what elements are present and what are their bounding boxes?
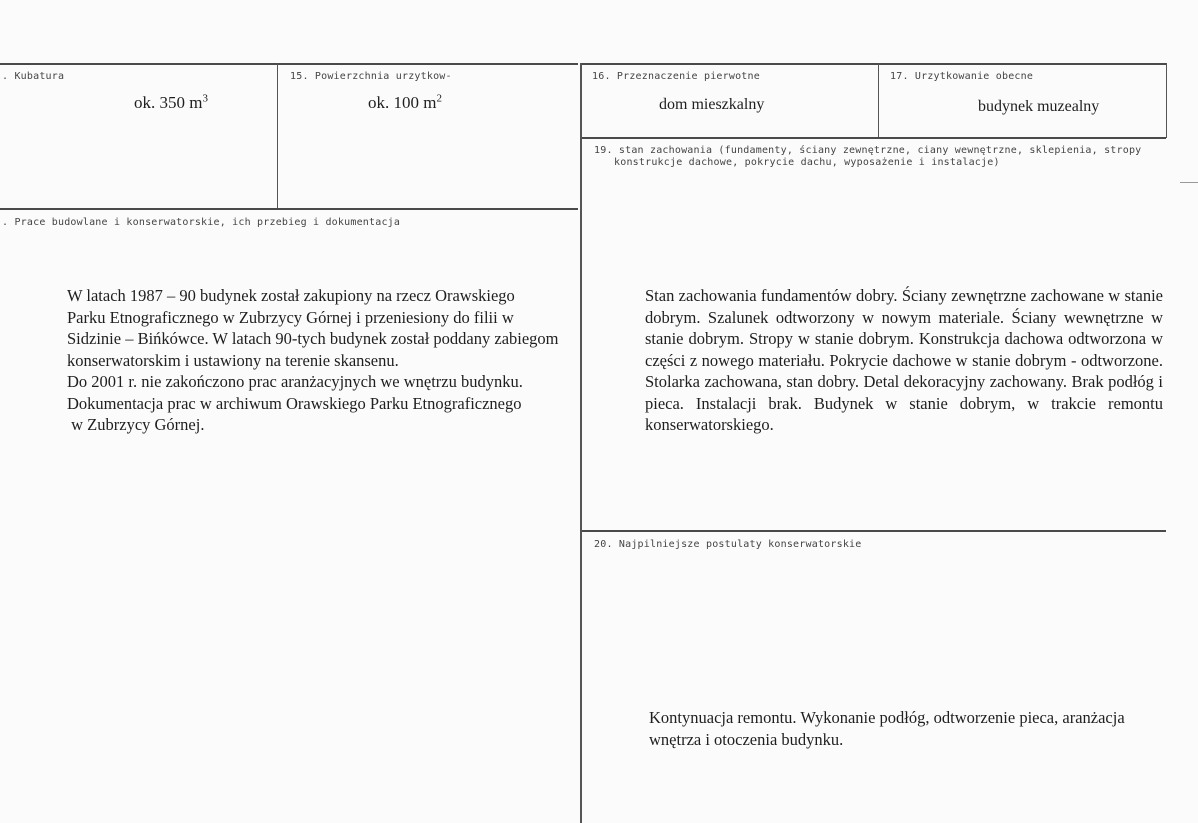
prace-line-4: konserwatorskim i ustawiony na terenie skansenu. [67, 350, 399, 370]
stan-top-border [582, 137, 1166, 139]
prace-label: . Prace budowlane i konserwatorskie, ich przebieg i dokumentacja [2, 217, 401, 228]
powierzchnia-value [368, 93, 442, 113]
kubatura-number: ok. 350 m [134, 93, 203, 112]
prace-line-1: W latach 1987 – 90 budynek został zakupiony na rzecz Orawskiego [67, 286, 515, 305]
postulaty-top-border [582, 530, 1166, 532]
kubatura-value [134, 93, 208, 113]
divider-uzytkowanie [878, 63, 879, 138]
uzytkowanie-label: 17. Urzytkowanie obecne [890, 71, 1034, 82]
kubatura-unit-exponent: 3 [202, 92, 208, 105]
prace-line-2: Parku Etnograficznego w Zubrzycy Górnej i przeniesiony do filii w [67, 307, 514, 327]
edge-mark [1180, 182, 1198, 183]
uzytkowanie-value: budynek muzealny [978, 98, 1100, 115]
stan-text: Stan zachowania fundamentów dobry. Ściany zewnętrzne zachowane w stanie dobrym. Szalunek odtworzony w nowym materiale. Ściany wewnętrzne w stanie dobrym. Stropy w stanie dobrym. Konstrukcja dachowa odtworzona w części z nowego materiału. Pokrycie dachowe w stanie dobrym - odtworzone. Stolarka zachowana, stan dobry. Detal dekoracyjny zachowany. Brak podłóg i pieca. Instalacji brak. Budynek w stanie dobrym, w trakcie remontu konserwatorskiego. [645, 286, 1163, 434]
top-border-left [0, 63, 578, 65]
divider-kubatura [277, 63, 278, 208]
prace-top-border [0, 208, 578, 210]
postulaty-label: 20. Najpilniejsze postulaty konserwatorskie [594, 539, 862, 550]
powierzchnia-unit-exponent: 2 [436, 92, 442, 105]
przeznaczenie-value: dom mieszkalny [659, 96, 765, 113]
right-border [1166, 63, 1167, 138]
prace-line-7: w Zubrzycy Górnej. [67, 415, 205, 434]
przeznaczenie-label: 16. Przeznaczenie pierwotne [592, 71, 760, 82]
prace-line-6: Dokumentacja prac w archiwum Orawskiego Parku Etnograficznego [67, 393, 522, 413]
stan-label-line2: konstrukcje dachowe, pokrycie dachu, wyposażenie i instalacje) [614, 157, 1000, 168]
prace-text [67, 285, 627, 436]
postulaty-text: Kontynuacja remontu. Wykonanie podłóg, odtworzenie pieca, aranżacja wnętrza i otoczenia budynku. [649, 708, 1125, 749]
divider-center [580, 63, 582, 823]
kubatura-label: . Kubatura [2, 71, 65, 82]
prace-line-5: Do 2001 r. nie zakończono prac aranżacyjnych we wnętrzu budynku. [67, 372, 523, 391]
stan-label-line1: 19. stan zachowania (fundamenty, ściany zewnętrzne, ciany wewnętrzne, sklepienia, stropy [594, 145, 1142, 156]
prace-line-3: Sidzinie – Bińkówce. W latach 90-tych budynek został poddany zabiegom [67, 329, 559, 348]
powierzchnia-number: ok. 100 m [368, 93, 437, 112]
powierzchnia-label: 15. Powierzchnia urzytkow- [290, 71, 452, 82]
top-border-right [580, 63, 1166, 65]
